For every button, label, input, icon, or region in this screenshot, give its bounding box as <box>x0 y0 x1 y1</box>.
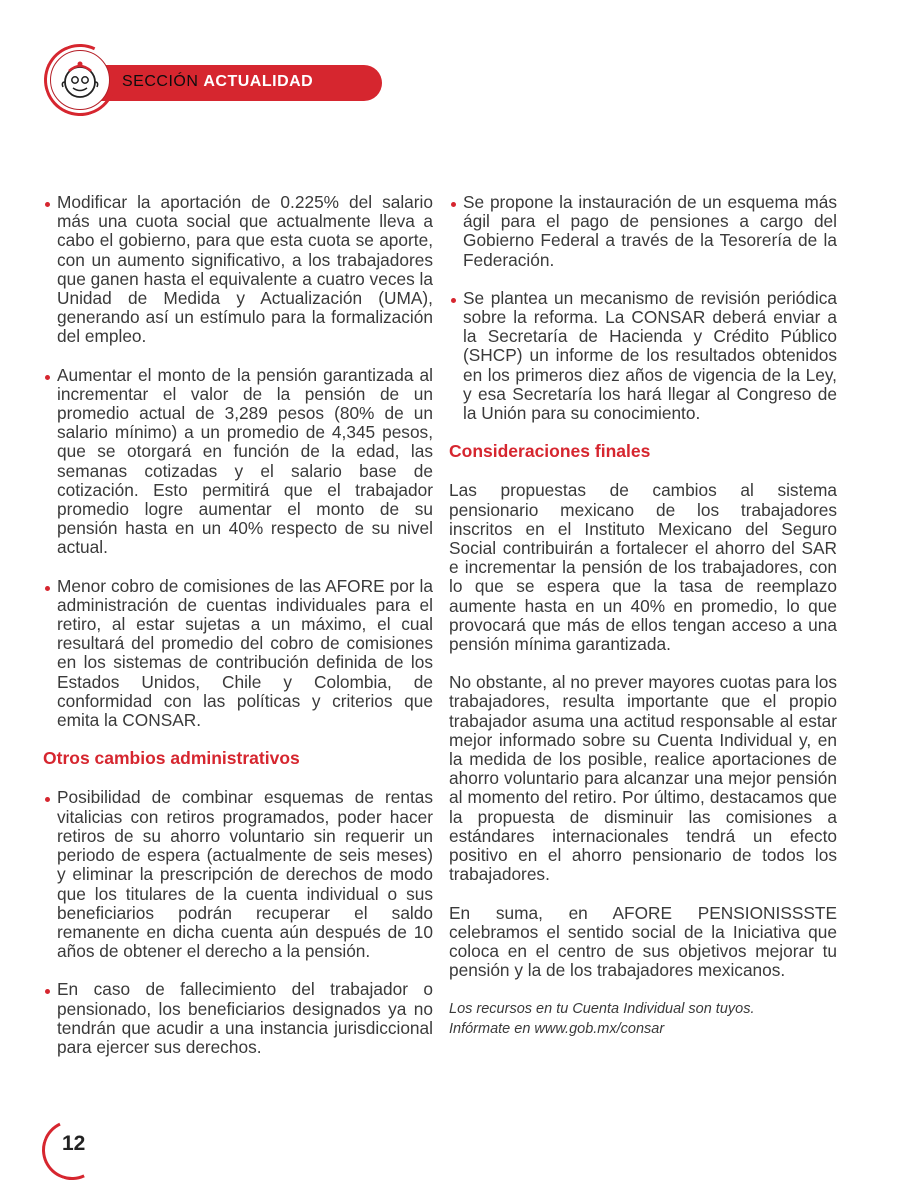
footnote-link[interactable]: Infórmate en www.gob.mx/consar <box>449 1021 665 1038</box>
list-item: Modificar la aportación de 0.225% del salario más una cuota social que actualmente lleva a cabo el gobierno, para que esta cuota se aporte, con un aumento significativo, a los trabajadores que ganen hasta el equivalente a cuatro veces la Unidad de Medida y Actualización (UMA), generando así un estímulo para la formalización del empleo. <box>43 193 433 347</box>
section-heading: Otros cambios administrativos <box>43 748 300 769</box>
paragraph: Las propuestas de cambios al sistema pensionario mexicano de los trabajadores inscritos en el Instituto Mexicano del Seguro Social contribuirán a fortalecer el ahorro del SAR e incrementar la pensión de los trabajadores, con lo que se espera que la tasa de reemplazo aumente hasta en un 40% en promedio, lo que provocará que más de ellos tengan acceso a una pensión mínima garantizada. <box>449 480 837 655</box>
section-title <box>122 73 313 91</box>
mascot-icon <box>50 50 110 110</box>
page-number-badge <box>42 1120 102 1180</box>
right-column <box>449 193 837 1054</box>
paragraph: En suma, en AFORE PENSIONISSSTE celebramos el sentido social de la Iniciativa que coloca en el centro de sus objetivos mejorar tu pensión y la de los trabajadores mexicanos. <box>449 902 837 981</box>
list-item: Aumentar el monto de la pensión garantizada al incrementar el valor de la pensión de un promedio actual de 3,289 pesos (80% de un salario mínimo) a un promedio de 4,345 pesos, que se otorgará en función de la edad, las semanas cotizadas y el salario base de cotización. Esto permitirá que el trabajador promedio logre aumentar el monto de su pensión hasta en un 40% respecto de su nivel actual. <box>43 366 433 558</box>
section-name: ACTUALIDAD <box>203 73 314 90</box>
section-heading: Consideraciones finales <box>449 441 651 462</box>
list-item: Se plantea un mecanismo de revisión periódica sobre la reforma. La CONSAR deberá enviar a la Secretaría de Hacienda y Crédito Público (SHCP) un informe de los resultados obtenidos en los primeros diez años de vigencia de la Ley, y esa Secretaría los hará llegar al Congreso de la Unión para su conocimiento. <box>449 289 837 423</box>
footnote <box>449 999 837 1039</box>
footnote-line: Los recursos en tu Cuenta Individual son tuyos. <box>449 1001 755 1018</box>
list-item: Menor cobro de comisiones de las AFORE por la administración de cuentas individuales para el retiro, al estar sujetas a un máximo, el cual resultará del promedio del cobro de comisiones en los sistemas de contribución definida de los Estados Unidos, Chile y Colombia, de conformidad con las políticas y criterios que emita la CONSAR. <box>43 577 433 731</box>
paragraph: No obstante, al no prever mayores cuotas para los trabajadores, resulta importante que el propio trabajador asuma una actitud responsable al estar mejor informado sobre su Cuenta Individual y, en la medida de los posible, realice aportaciones de ahorro voluntario para alcanzar una mejor pensión al momento del retiro. Por último, destacamos que la propuesta de disminuir las comisiones a estándares internacionales tendrá un efecto positivo en el ahorro pensionario de todos los trabajadores. <box>449 672 837 885</box>
page-number: 12 <box>62 1132 86 1155</box>
list-item: Se propone la instauración de un esquema más ágil para el pago de pensiones a cargo del Gobierno Federal a través de la Tesorería de la Federación. <box>449 193 837 270</box>
left-column <box>43 193 433 1076</box>
section-header <box>40 42 360 122</box>
section-label: SECCIÓN <box>122 73 199 90</box>
list-item: En caso de fallecimiento del trabajador o pensionado, los beneficiarios designados ya no tendrán que acudir a una instancia jurisdiccional para ejercer sus derechos. <box>43 980 433 1057</box>
list-item: Posibilidad de combinar esquemas de rentas vitalicias con retiros programados, poder hacer retiros de su ahorro voluntario sin requerir un periodo de espera (actualmente de seis meses) y eliminar la prescripción de derechos de modo que los titulares de la cuenta individual o sus beneficiarios podrán recuperar el saldo remanente en dicha cuenta aún después de 10 años de obtener el derecho a la pensión. <box>43 788 433 961</box>
